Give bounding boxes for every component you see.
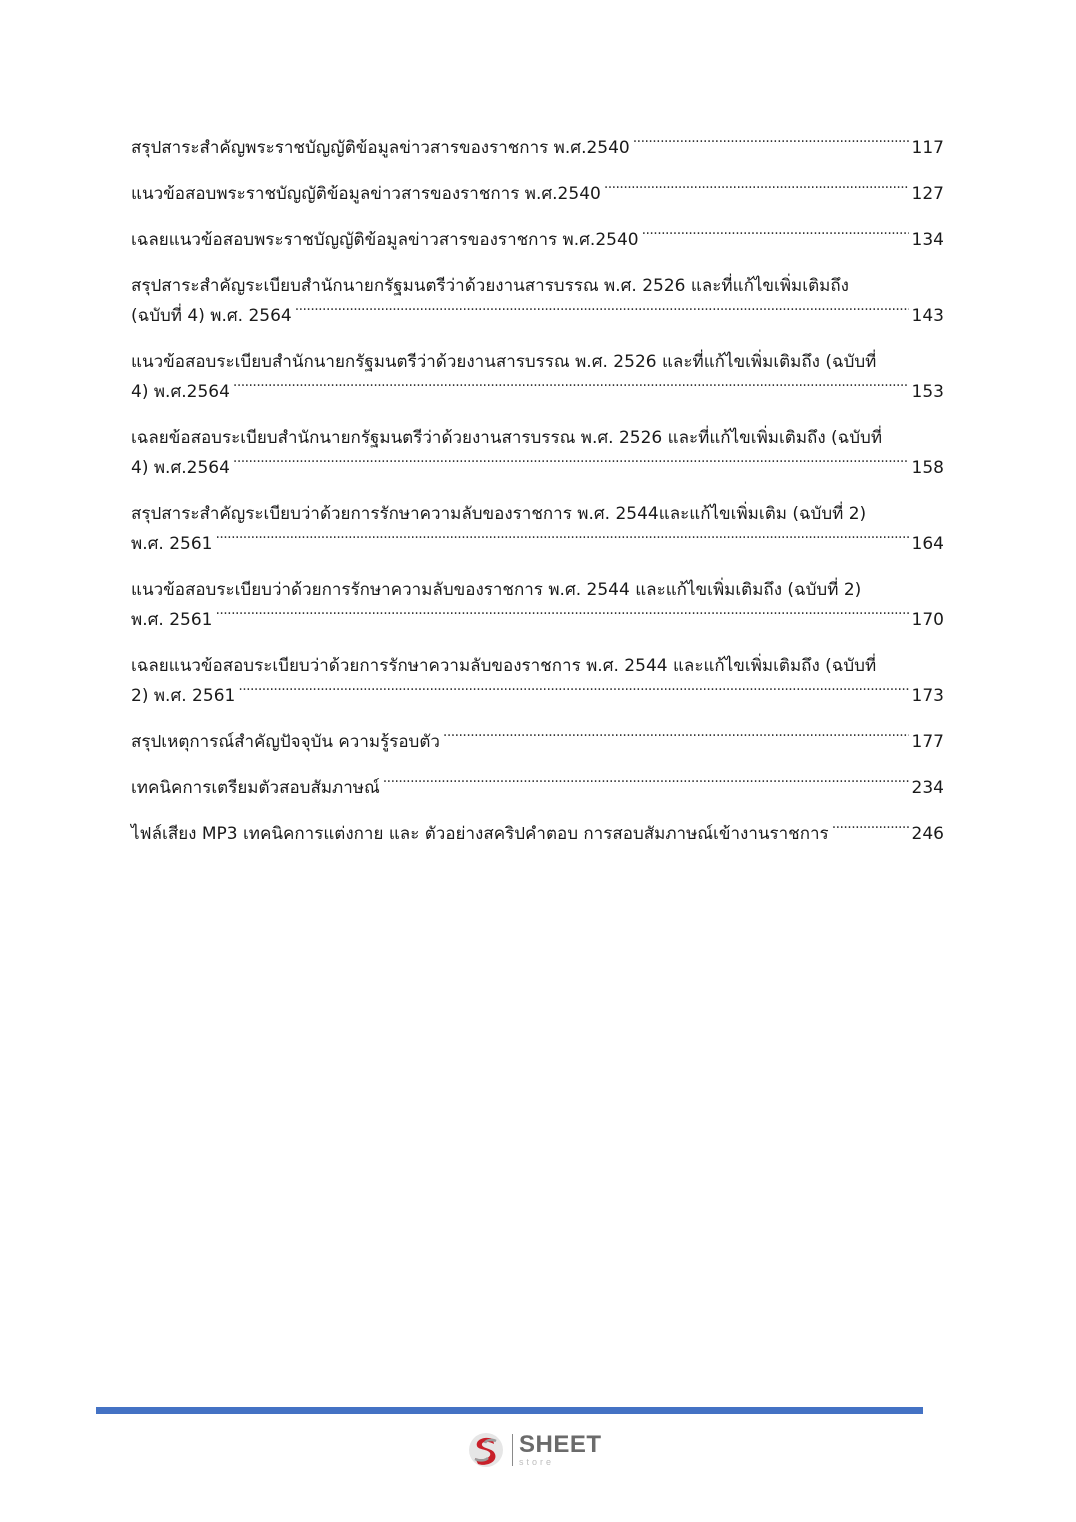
toc-entry[interactable] [131,423,944,483]
toc-entry-line [131,773,944,803]
dot-leader [233,377,909,397]
toc-entry-title: พ.ศ. 2561 [131,610,213,630]
toc-entry-title: สรุปสาระสำคัญพระราชบัญญัติข้อมูลข่าวสารของราชการ พ.ศ.2540 [131,138,630,158]
dot-leader [238,681,908,701]
toc-entry-title: ไฟล์เสียง MP3 เทคนิคการแต่งกาย และ ตัวอย่างสคริปคำตอบ การสอบสัมภาษณ์เข้างานราชการ [131,824,829,844]
toc-entry-title: เฉลยแนวข้อสอบระเบียบว่าด้วยการรักษาความลับของราชการ พ.ศ. 2544 และแก้ไขเพิ่มเติมถึง (ฉบับที่ [131,656,877,676]
toc-page-number: 117 [911,138,944,158]
toc-entry-line [131,651,944,681]
logo-subtitle: store [519,1457,555,1467]
footer-divider [96,1407,923,1414]
toc-entry-line [131,681,944,711]
toc-entry-title: (ฉบับที่ 4) พ.ศ. 2564 [131,306,292,326]
toc-page-number: 143 [911,306,944,326]
sheet-store-logo [466,1428,602,1472]
toc-entry-title: เฉลยแนวข้อสอบพระราชบัญญัติข้อมูลข่าวสารของราชการ พ.ศ.2540 [131,230,639,250]
toc-entry-title: เฉลยข้อสอบระเบียบสำนักนายกรัฐมนตรีว่าด้วยงานสารบรรณ พ.ศ. 2526 และที่แก้ไขเพิ่มเติมถึง (ฉบับที่ [131,428,883,448]
toc-entry-line [131,499,944,529]
toc-entry-line [131,819,944,849]
logo-title: SHEET [519,1431,602,1458]
toc-entry-line [131,377,944,407]
toc-page-number: 173 [911,686,944,706]
toc-entry-line [131,529,944,559]
dot-leader [642,225,909,245]
toc-entry-title: 4) พ.ศ.2564 [131,458,230,478]
toc-entry[interactable] [131,271,944,331]
toc-entry[interactable] [131,225,944,255]
toc-entry[interactable] [131,179,944,209]
toc-page-number: 158 [911,458,944,478]
toc-entry-title: สรุปสาระสำคัญระเบียบว่าด้วยการรักษาความลับของราชการ พ.ศ. 2544และแก้ไขเพิ่มเติม (ฉบับที่ 2) [131,504,867,524]
toc-entry-title: 2) พ.ศ. 2561 [131,686,236,706]
toc-entry-title: แนวข้อสอบระเบียบสำนักนายกรัฐมนตรีว่าด้วยงานสารบรรณ พ.ศ. 2526 และที่แก้ไขเพิ่มเติมถึง (ฉบับที่ [131,352,877,372]
toc-entry-line [131,179,944,209]
toc-entry-line [131,133,944,163]
toc-entry[interactable] [131,347,944,407]
dot-leader [215,529,908,549]
toc-page-number: 177 [911,732,944,752]
toc-entry-line [131,605,944,635]
toc-entry-title: สรุปสาระสำคัญระเบียบสำนักนายกรัฐมนตรีว่าด้วยงานสารบรรณ พ.ศ. 2526 และที่แก้ไขเพิ่มเติมถึง [131,276,849,296]
toc-entry[interactable] [131,773,944,803]
toc-page-number: 234 [911,778,944,798]
toc-entry-title: พ.ศ. 2561 [131,534,213,554]
dot-leader [832,819,909,839]
toc-entry[interactable] [131,651,944,711]
toc-entry-line [131,271,944,301]
toc-entry[interactable] [131,499,944,559]
toc-page-number: 164 [911,534,944,554]
toc-page-number: 134 [911,230,944,250]
toc-entry[interactable] [131,133,944,163]
toc-entry[interactable] [131,727,944,757]
toc-page-number: 170 [911,610,944,630]
toc-entry-title: สรุปเหตุการณ์สำคัญปัจจุบัน ความรู้รอบตัว [131,732,440,752]
dot-leader [443,727,909,747]
toc-page-number: 127 [911,184,944,204]
dot-leader [215,605,908,625]
toc-entry-line [131,575,944,605]
dot-leader [633,133,909,153]
toc-entry-line [131,225,944,255]
toc-entry[interactable] [131,819,944,849]
table-of-contents [131,133,944,865]
toc-page-number: 246 [911,824,944,844]
toc-entry-line [131,423,944,453]
sheet-store-s-icon [466,1430,506,1470]
toc-entry-title: เทคนิคการเตรียมตัวสอบสัมภาษณ์ [131,778,380,798]
dot-leader [604,179,909,199]
toc-entry-title: แนวข้อสอบพระราชบัญญัติข้อมูลข่าวสารของราชการ พ.ศ.2540 [131,184,601,204]
logo-separator [512,1434,513,1466]
toc-page-number: 153 [911,382,944,402]
toc-entry-title: 4) พ.ศ.2564 [131,382,230,402]
toc-entry-line [131,301,944,331]
dot-leader [233,453,909,473]
toc-entry-title: แนวข้อสอบระเบียบว่าด้วยการรักษาความลับของราชการ พ.ศ. 2544 และแก้ไขเพิ่มเติมถึง (ฉบับที่ 2) [131,580,862,600]
toc-entry-line [131,453,944,483]
toc-entry-line [131,347,944,377]
dot-leader [383,773,909,793]
toc-entry-line [131,727,944,757]
toc-entry[interactable] [131,575,944,635]
dot-leader [295,301,909,321]
